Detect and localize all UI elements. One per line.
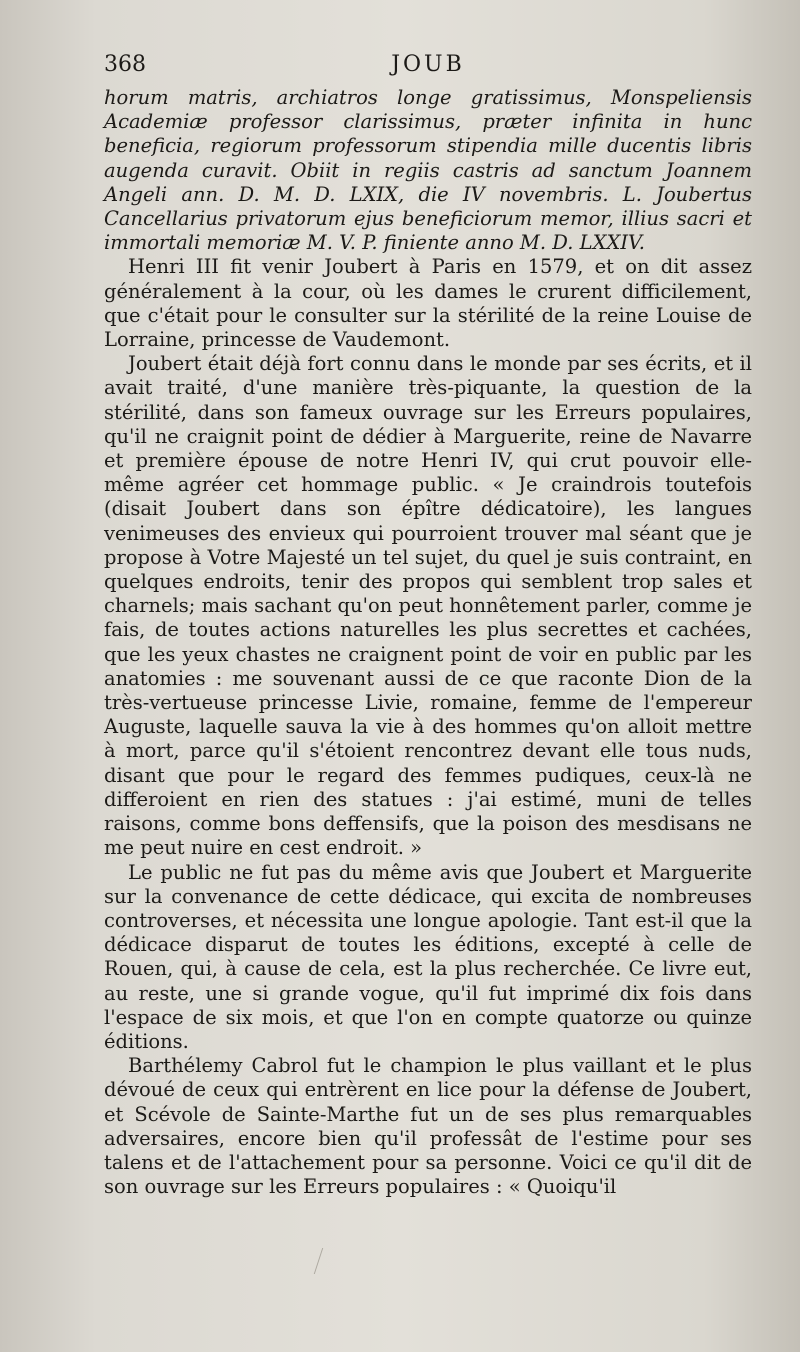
paragraph-erreurs-populaires: Joubert était déjà fort connu dans le monde par ses écrits, et il avait traité, d'une manière très-piquante, la question de la stérilité, dans son fameux ouvrage sur les Erreurs populaires, qu'il ne craignit point de dédier à Marguerite, reine de Navarre et première épouse de notre Henri IV, qui crut pouvoir elle-même agréer cet hommage public. « Je craindrois toutefois (disait Joubert dans son épître dédicatoire), les langues venimeuses des envieux qui pourroient trouver mal séant que je propose à Votre Majesté un tel sujet, du quel je suis contraint, en quelques endroits, tenir des propos qui semblent trop sales et charnels; mais sachant qu'on peut honnêtement parler, comme je fais, de toutes actions naturelles les plus secrettes et cachées, que les yeux chastes ne craignent point de voir en public par les anatomies : me souvenant aussi de ce que raconte Dion de la très-vertueuse princesse Livie, romaine, femme de l'empereur Auguste, laquelle sauva la vie à des hommes qu'on alloit mettre à mort, parce qu'il s'étoient rencontrez devant elle tous nuds, disant que pour le regard des femmes pudiques, ceux-là ne differoient en rien des statues : j'ai estimé, muni de telles raisons, comme bons deffensifs, que la poison des mesdisans ne me peut nuire en cest endroit. » <box>104 352 752 860</box>
paragraph-dedicace: Le public ne fut pas du même avis que Joubert et Marguerite sur la convenance de cette dédicace, qui excita de nombreuses controverses, et nécessita une longue apologie. Tant est-il que la dédicace disparut de toutes les éditions, excepté à celle de Rouen, qui, à cause de cela, est la plus recherchée. Ce livre eut, au reste, une si grande vogue, qu'il fut imprimé dix fois dans l'espace de six mois, et que l'on en compte quatorze ou quinze éditions. <box>104 860 752 1053</box>
paragraph-henri-iii: Henri III fit venir Joubert à Paris en 1579, et on dit assez généralement à la cour, où les dames le crurent difficilement, que c'était pour le consulter sur la stérilité de la reine Louise de Lorraine, princesse de Vaudemont. <box>104 255 752 352</box>
page-body <box>104 86 752 1199</box>
latin-epitaph-paragraph: horum matris, archiatros longe gratissimus, Monspeliensis Academiæ professor clarissimus, præter infinita in hunc beneficia, regiorum professorum stipendia mille ducentis libris augenda curavit. Obiit in regiis castris ad sanctum Joannem Angeli ann. D. M. D. LXIX, die IV novembris. L. Joubertus Cancellarius privatorum ejus beneficiorum memor, illius sacri et immortali memoriæ M. V. P. finiente anno M. D. LXXIV. <box>104 86 752 255</box>
pencil-mark <box>314 1248 337 1274</box>
page-header <box>104 52 752 86</box>
running-head: JOUB <box>391 52 465 77</box>
paragraph-cabrol: Barthélemy Cabrol fut le champion le plus vaillant et le plus dévoué de ceux qui entrèrent en lice pour la défense de Joubert, et Scévole de Sainte-Marthe fut un de ses plus remarquables adversaires, encore bien qu'il professât de l'estime pour ses talens et de l'attachement pour sa personne. Voici ce qu'il dit de son ouvrage sur les Erreurs populaires : « Quoiqu'il <box>104 1054 752 1199</box>
page-number: 368 <box>104 52 146 77</box>
